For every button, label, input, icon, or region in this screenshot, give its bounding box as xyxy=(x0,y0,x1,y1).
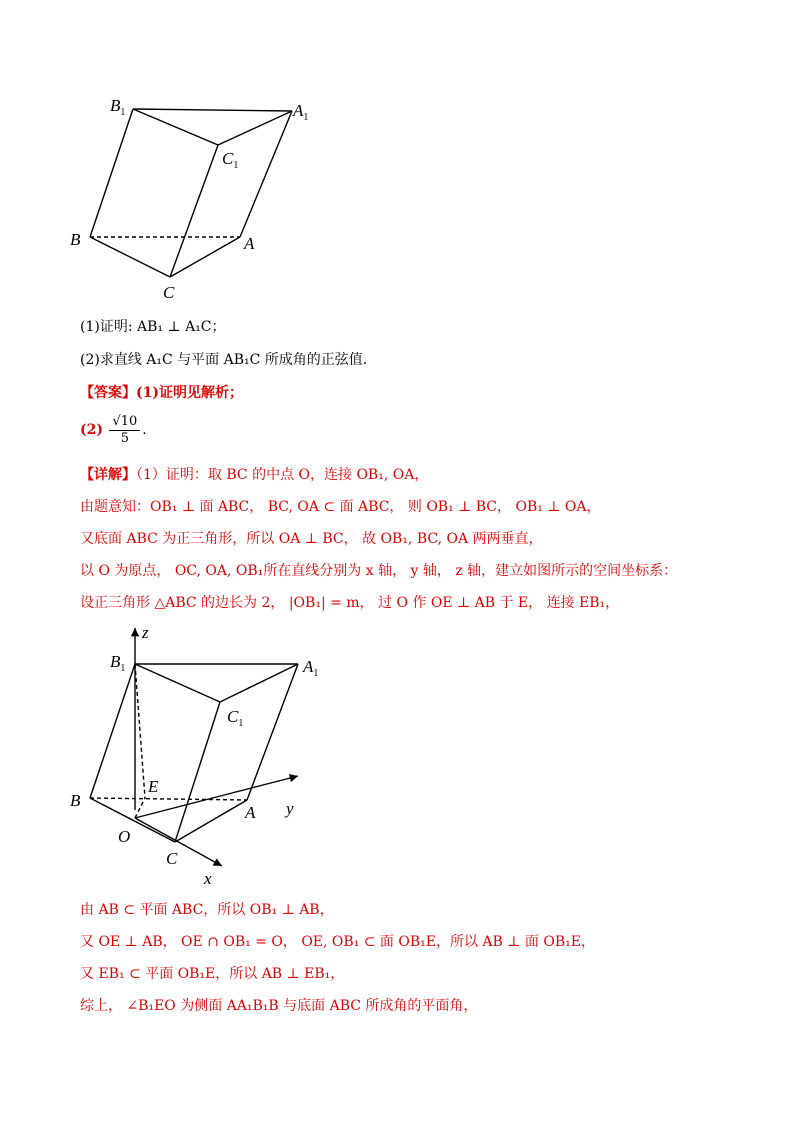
edge-b-b1 xyxy=(90,109,133,237)
detail-line-2: 由题意知：OB₁ ⊥ 面 ABC， BC, OA ⊂ 面 ABC， 则 OB₁ ⊥ BC， OB₁ ⊥ OA， xyxy=(80,499,601,515)
detail-line-4: 以 O 为原点， OC, OA, OB₁所在直线分别为 x 轴， y 轴， z 轴，建立如图所示的空间坐标系： xyxy=(80,563,678,579)
edge-a-a1 xyxy=(240,111,292,237)
label-e: E xyxy=(148,777,159,796)
detail-line-5: 设正三角形 △ABC 的边长为 2， |OB₁| = m， 过 O 作 OE ⊥ AB 于 E， 连接 EB₁， xyxy=(80,595,620,611)
detail-line-7: 又 OE ⊥ AB， OE ∩ OB₁ = O， OE, OB₁ ⊂ 面 OB₁E，所以 AB ⊥ 面 OB₁E， xyxy=(80,934,595,950)
label-a: A xyxy=(244,234,255,253)
label-b: B xyxy=(70,791,81,810)
edge-b-a-hidden xyxy=(90,798,247,800)
y-axis xyxy=(135,776,298,818)
detail-line-9: 综上， ∠B₁EO 为侧面 AA₁B₁B 与底面 ABC 所成角的平面角， xyxy=(80,998,478,1014)
edge-b1-c1 xyxy=(135,664,220,702)
label-o: O xyxy=(118,827,131,846)
edge-c-a xyxy=(170,237,240,277)
edge-c1-a1 xyxy=(218,111,292,145)
label-z: z xyxy=(142,623,149,642)
edge-b-c xyxy=(90,798,175,842)
detail-line-8: 又 EB₁ ⊂ 平面 OB₁E，所以 AB ⊥ EB₁， xyxy=(80,966,345,982)
edge-c-c1 xyxy=(175,702,220,842)
edge-c-c1 xyxy=(170,145,218,277)
prism-figure-1 xyxy=(60,85,340,310)
x-axis xyxy=(135,818,222,866)
edge-b1-c1 xyxy=(133,109,218,145)
detail-line-1: 【详解】（1）证明：取 BC 的中点 O，连接 OB₁, OA， xyxy=(80,467,429,483)
edge-b-b1 xyxy=(90,664,135,798)
label-c: C xyxy=(166,849,178,868)
detail-tag: 【详解】 xyxy=(80,467,136,483)
label-a1: $A_1$ xyxy=(293,101,309,123)
question-1: (1)证明: AB₁ ⊥ A₁C； xyxy=(80,319,226,335)
prism-figure-2 xyxy=(60,620,360,890)
label-c1: $C_1$ xyxy=(227,707,244,729)
label-b: B xyxy=(70,230,81,249)
edge-b-c xyxy=(90,237,170,277)
answer-line-2: (2) $\frac{√10}{5}$ . xyxy=(80,413,147,446)
answer-fraction: $\frac{√10}{5}$ xyxy=(109,414,140,447)
detail-line-3: 又底面 ABC 为正三角形，所以 OA ⊥ BC， 故 OB₁, BC, OA 两两垂直， xyxy=(80,531,543,547)
label-a: A xyxy=(245,803,256,822)
answer-tag: 【答案】 xyxy=(80,385,136,401)
answer-line-1: 【答案】(1)证明见解析； xyxy=(80,385,243,401)
label-c1: $C_1$ xyxy=(222,149,239,171)
label-b1: $B_1$ xyxy=(110,96,126,118)
label-c: C xyxy=(163,283,175,302)
detail-line-6: 由 AB ⊂ 平面 ABC，所以 OB₁ ⊥ AB， xyxy=(80,902,334,918)
label-a1: $A_1$ xyxy=(303,657,319,679)
segment-o-e-hidden xyxy=(135,798,145,818)
edge-b1-a1 xyxy=(133,109,292,111)
segment-b1-e-hidden xyxy=(135,664,145,798)
question-2: (2)求直线 A₁C 与平面 AB₁C 所成角的正弦值. xyxy=(80,352,368,368)
label-b1: $B_1$ xyxy=(110,652,126,674)
label-y: y xyxy=(286,799,294,818)
label-x: x xyxy=(204,869,212,888)
